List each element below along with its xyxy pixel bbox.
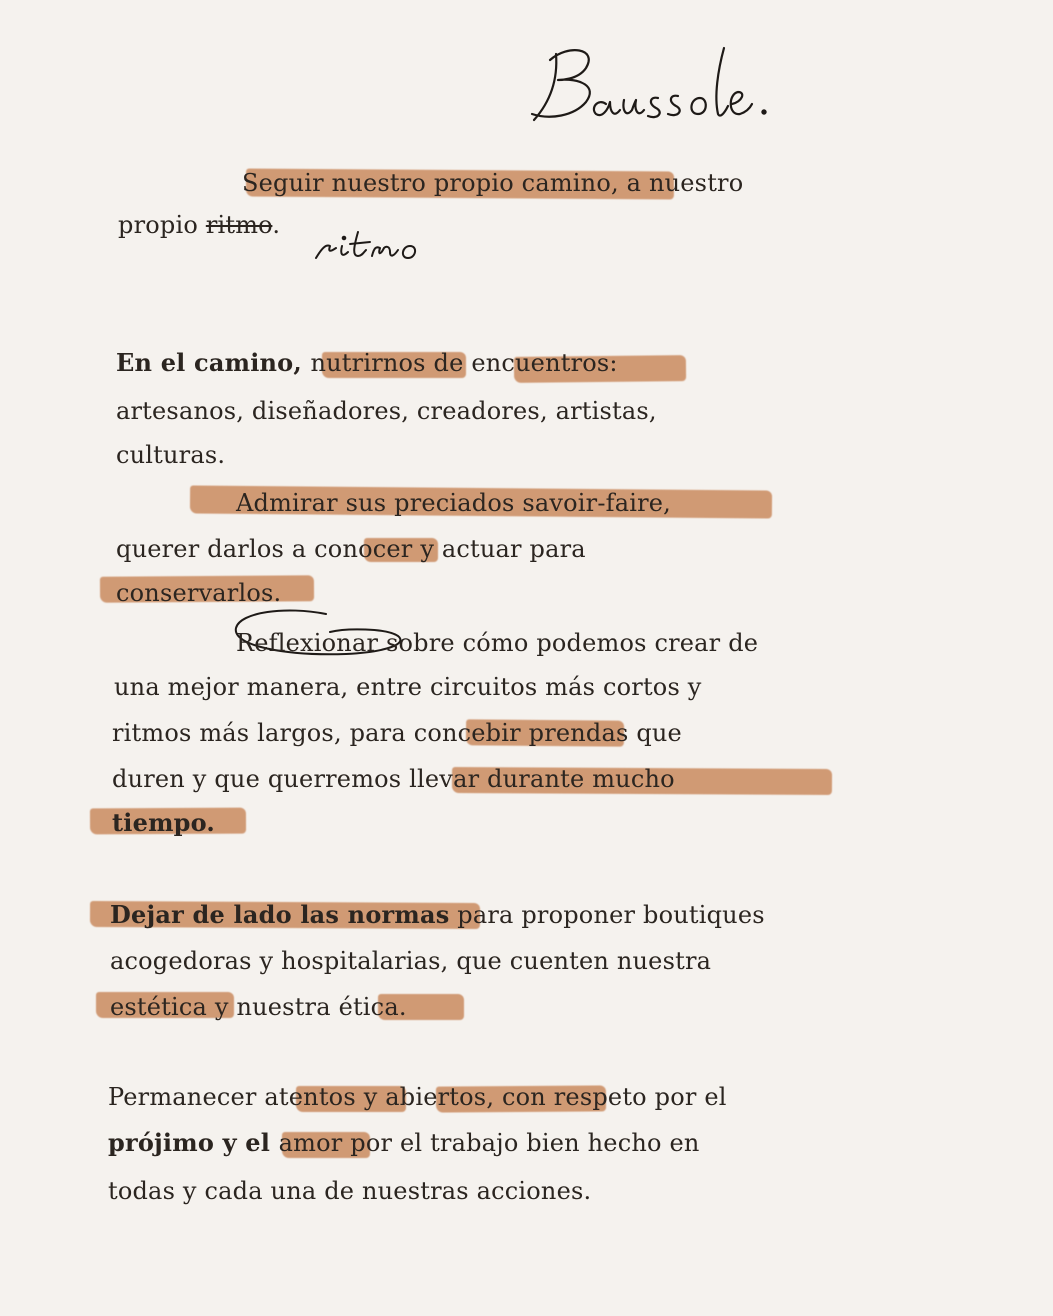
paragraph-3-line-5: tiempo. bbox=[112, 808, 215, 837]
highlighted-text: encuentros bbox=[471, 349, 610, 377]
paragraph-1-line-2 bbox=[118, 208, 280, 242]
paragraph-2-line-6: conservarlos. bbox=[116, 579, 282, 607]
paragraph-5-line-1 bbox=[108, 1080, 727, 1114]
paragraph-2-line-4: Admirar sus preciados savoir-faire, bbox=[236, 489, 672, 517]
paragraph-5-line-3: todas y cada una de nuestras acciones. bbox=[108, 1177, 592, 1205]
text-segment: y bbox=[355, 1083, 386, 1111]
text-segment: sobre cómo podemos crear de bbox=[378, 629, 759, 657]
paragraph-4-line-2: acogedoras y hospitalarias, que cuenten nuestra bbox=[110, 947, 712, 975]
signature-logo bbox=[528, 40, 788, 132]
paragraph-2-line-3: culturas. bbox=[116, 441, 226, 469]
highlighted-text: estética bbox=[110, 993, 208, 1021]
paragraph-5-line-2 bbox=[108, 1126, 700, 1160]
text-segment: . bbox=[272, 211, 281, 239]
text-segment: , a nuestro bbox=[610, 169, 744, 197]
highlighted-text: Seguir nuestro propio camino bbox=[242, 169, 611, 197]
highlighted-text: Dejar de lado las normas bbox=[110, 900, 450, 929]
text-segment: propio bbox=[118, 211, 206, 239]
text-segment: y actuar para bbox=[412, 535, 586, 563]
text-segment: . bbox=[398, 993, 407, 1021]
highlighted-text: concebir bbox=[413, 719, 521, 747]
highlighted-text: abiertos, bbox=[385, 1083, 495, 1111]
text-segment: prójimo y el bbox=[108, 1128, 279, 1157]
paragraph-2-line-5 bbox=[116, 532, 586, 566]
highlighted-text: atentos bbox=[264, 1083, 356, 1111]
text-segment: : bbox=[609, 349, 618, 377]
highlighted-text: ética bbox=[338, 993, 399, 1021]
text-segment: para proponer boutiques bbox=[449, 901, 765, 929]
highlighted-text: amor bbox=[278, 1129, 343, 1157]
paragraph-3-line-4 bbox=[112, 762, 675, 796]
text-segment: de bbox=[425, 349, 472, 377]
text-segment: y nuestra bbox=[207, 993, 339, 1021]
text-segment: En el camino, bbox=[116, 348, 311, 377]
text-segment: ritmos más largos, para bbox=[112, 719, 414, 747]
highlighted-text: nutrirnos bbox=[310, 349, 426, 377]
circled-word: Reflexionar bbox=[236, 629, 379, 657]
struck-word: ritmo bbox=[205, 211, 273, 239]
text-segment: duren y que querremos bbox=[112, 765, 410, 793]
paragraph-1-line-1 bbox=[242, 166, 743, 200]
highlighted-text: llevar durante mucho bbox=[409, 765, 675, 793]
text-segment: Permanecer bbox=[108, 1083, 265, 1111]
paragraph-3-line-2: una mejor manera, entre circuitos más cortos y bbox=[114, 673, 702, 701]
paragraph-4-line-1 bbox=[110, 898, 765, 932]
text-segment: por el trabajo bien hecho en bbox=[342, 1129, 700, 1157]
text-segment: querer darlos a co bbox=[116, 535, 343, 563]
paragraph-3-line-3 bbox=[112, 716, 682, 750]
handwritten-correction bbox=[312, 222, 436, 270]
paragraph-3-line-1 bbox=[236, 626, 758, 660]
highlighted-text: nocer bbox=[342, 535, 413, 563]
paragraph-4-line-3 bbox=[110, 990, 407, 1024]
paragraph-2-line-1 bbox=[116, 346, 618, 380]
text-segment: con respeto por el bbox=[494, 1083, 727, 1111]
paragraph-2-line-2: artesanos, diseñadores, creadores, artistas, bbox=[116, 397, 657, 425]
text-segment: prendas que bbox=[520, 719, 682, 747]
